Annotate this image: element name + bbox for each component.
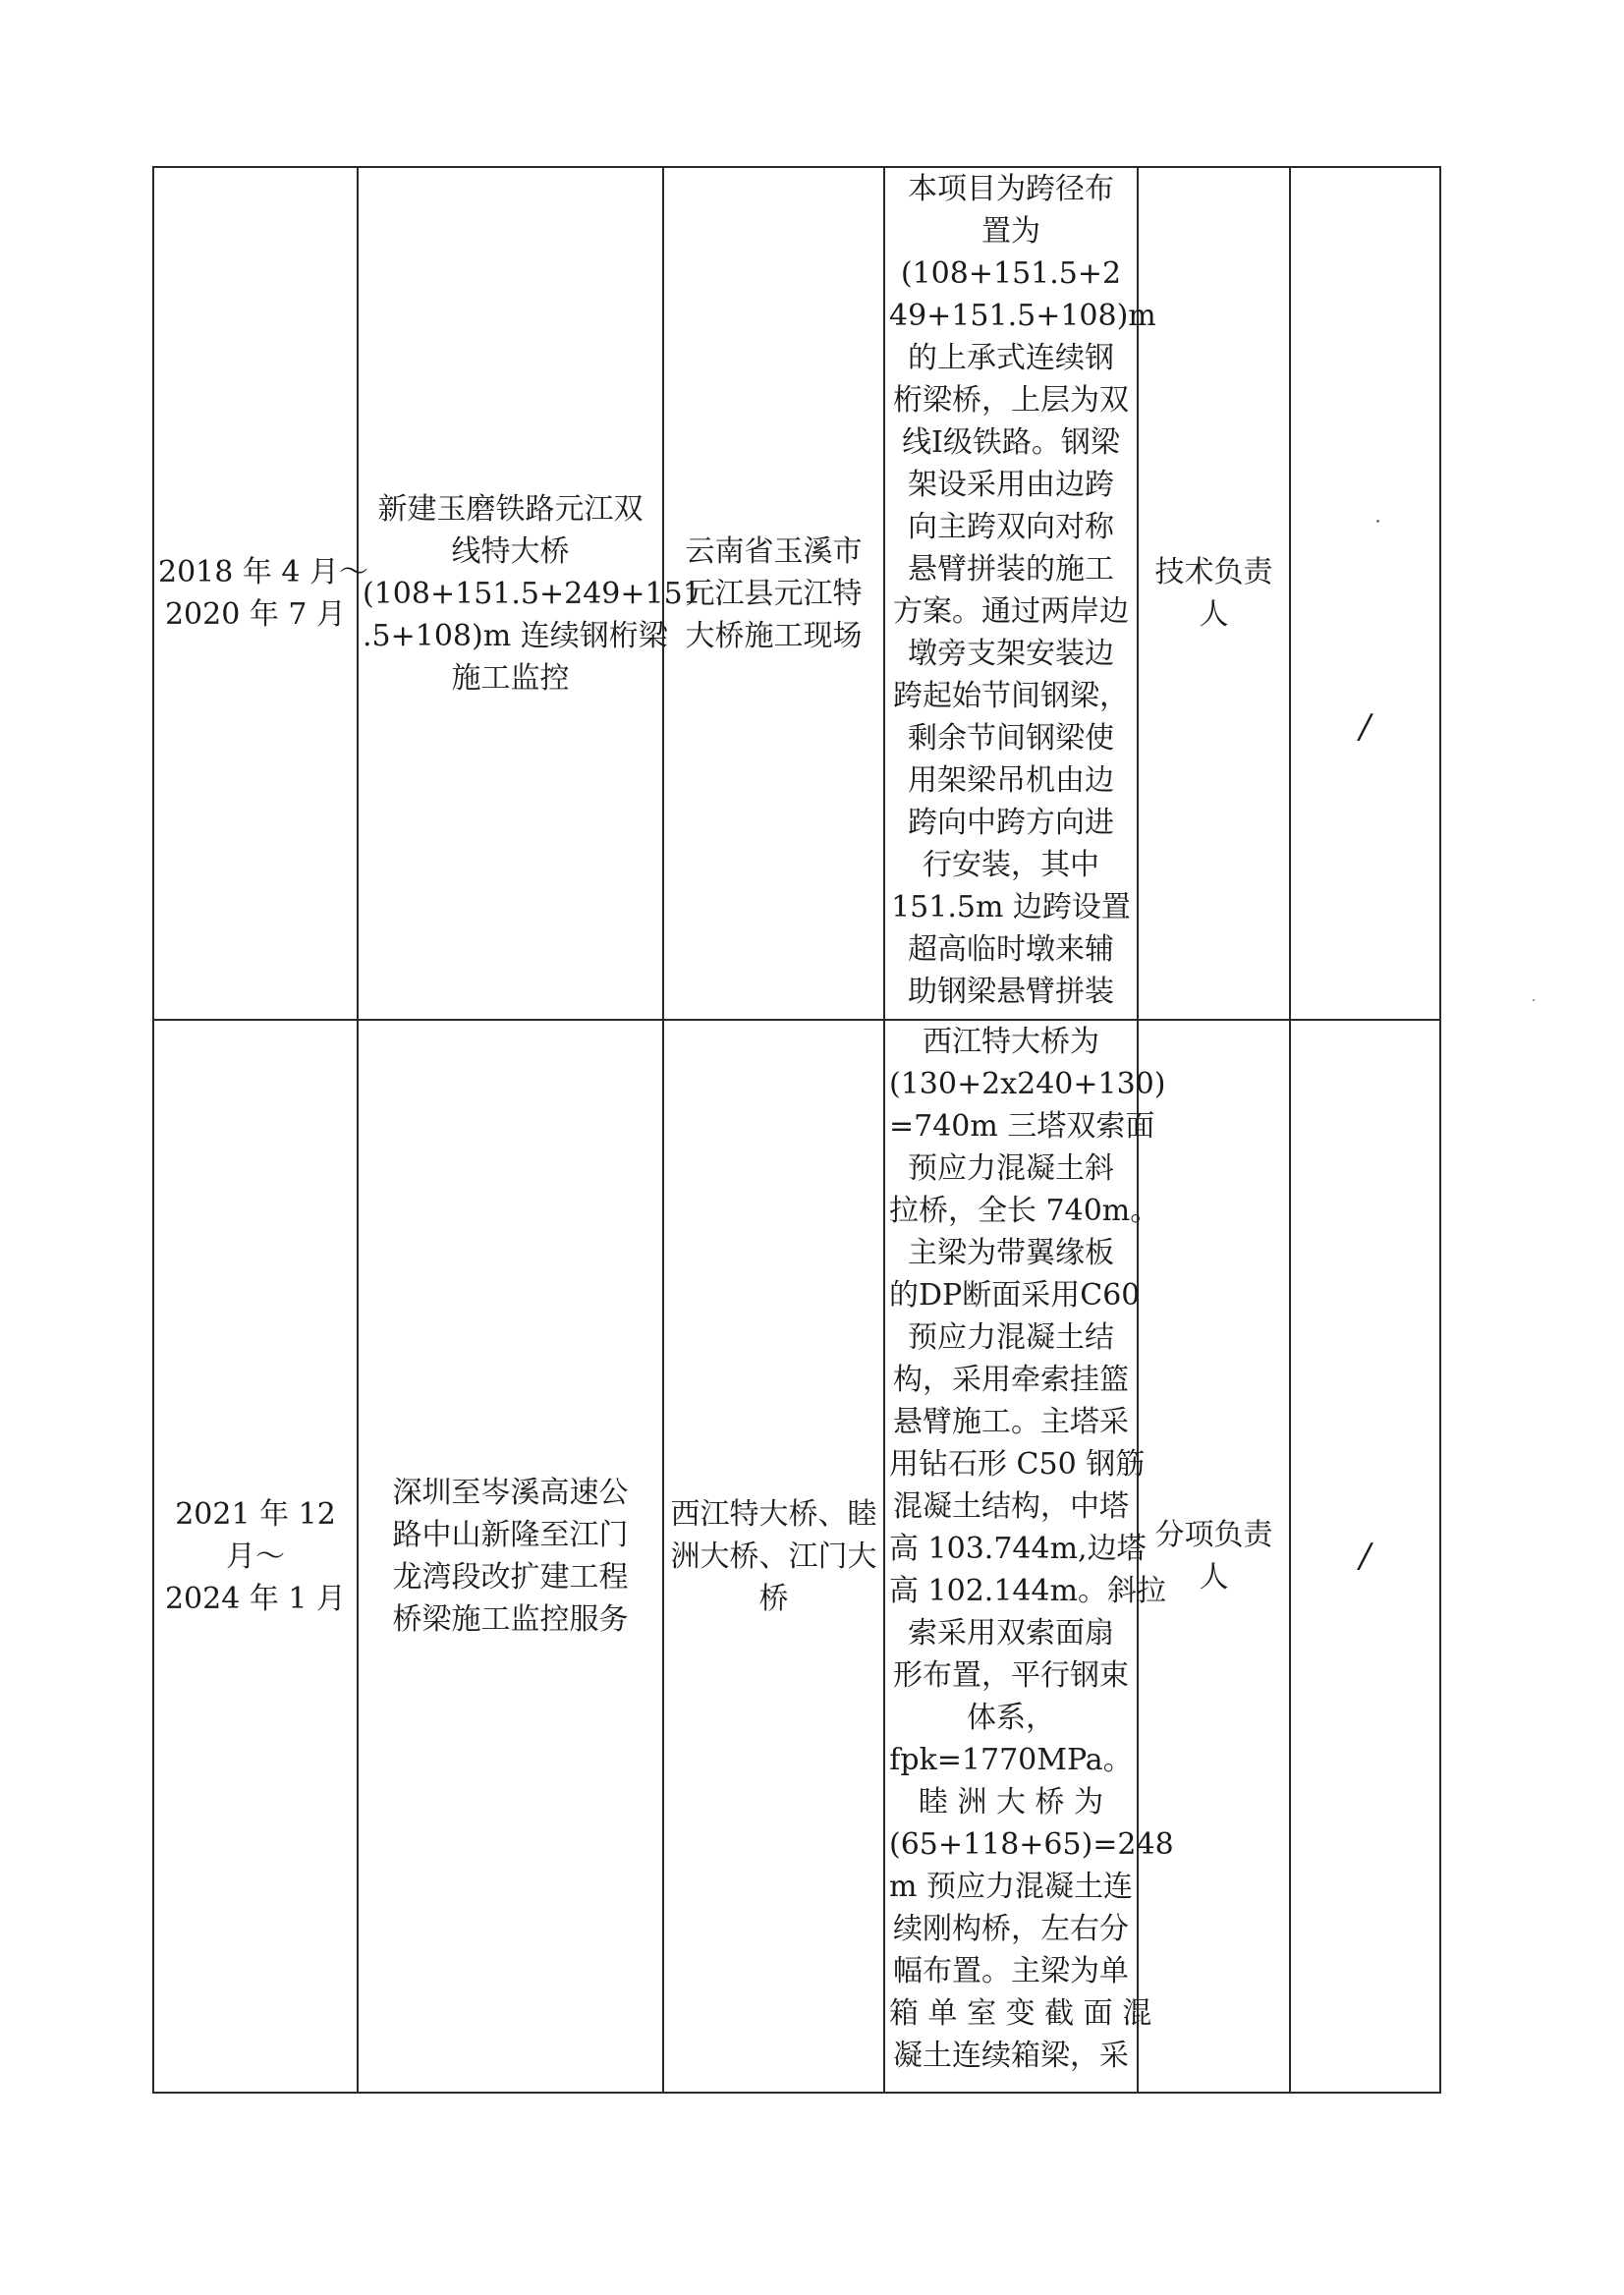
- cell-text-line: 续刚构桥，左右分: [893, 1912, 1129, 1946]
- cell-text-line: 桁梁桥，上层为双: [893, 383, 1129, 418]
- cell-text-line: 2021 年 12: [175, 1496, 336, 1532]
- cell-text-line: 高 102.144m。斜拉: [889, 1574, 1167, 1608]
- cell-text-line: 主梁为带翼缘板: [908, 1236, 1114, 1270]
- role-cell: [1138, 1020, 1290, 2093]
- cell-text-line: (130+2x240+130): [889, 1067, 1166, 1101]
- cell-text-line: 深圳至岑溪高速公: [392, 1476, 629, 1510]
- cell-text-line: 高 103.744m,边塔: [889, 1532, 1147, 1566]
- cell-text-line: 技术负责: [1154, 555, 1273, 589]
- cell-text-line: 置为: [981, 214, 1040, 249]
- cell-text-line: 线Ⅰ级铁路。钢梁: [902, 425, 1120, 460]
- cell-text-line: m 预应力混凝土连: [889, 1870, 1133, 1904]
- cell-text-line: 月～: [226, 1539, 285, 1574]
- cell-text-line: 151.5m 边跨设置: [891, 890, 1131, 924]
- cell-text-line: 人: [1199, 597, 1229, 632]
- cell-text-line: 分项负责: [1154, 1518, 1273, 1552]
- remark-cell: [1290, 1020, 1440, 2093]
- location-cell: [663, 167, 884, 1020]
- cell-text-line: 2020 年 7 月: [164, 597, 347, 632]
- cell-text-line: 索采用双索面扇: [908, 1616, 1114, 1651]
- cell-text-line: (65+118+65)=248: [889, 1827, 1174, 1862]
- cell-text-line: 线特大桥: [451, 533, 570, 569]
- cell-text-line: 悬臂施工。主塔采: [893, 1405, 1129, 1439]
- cell-text-line: 2018 年 4 月～: [158, 555, 369, 589]
- cell-text-line: 向主跨双向对称: [908, 510, 1114, 544]
- cell-text-line: 墩旁支架安装边: [908, 637, 1114, 671]
- cell-text-line: 人: [1199, 1560, 1229, 1595]
- cell-text-line: 架设采用由边跨: [908, 468, 1114, 502]
- cell-text-line: 2024 年 1 月: [164, 1581, 347, 1616]
- cell-text-line: 49+151.5+108)m: [889, 299, 1156, 333]
- cell-text-line: 桥: [758, 1581, 789, 1616]
- table-row: [153, 167, 1440, 1020]
- period-cell: [153, 1020, 358, 2093]
- remark-slash: /: [1359, 1536, 1372, 1576]
- remark-slash: /: [1359, 707, 1372, 747]
- cell-text-line: 方案。通过两岸边: [893, 594, 1129, 629]
- cell-text-line: (108+151.5+249+151: [363, 576, 701, 611]
- project-name-cell: [358, 1020, 663, 2093]
- cell-text-line: 大桥施工现场: [685, 618, 863, 653]
- project-name-cell: [358, 167, 701, 1020]
- cell-text-line: 箱 单 室 变 截 面 混: [889, 1996, 1152, 2031]
- cell-text-line: 形布置，平行钢束: [893, 1658, 1129, 1693]
- cell-text-line: .5+108)m 连续钢桁梁: [363, 618, 668, 653]
- cell-text-line: 施工监控: [451, 660, 570, 696]
- cell-text-line: 悬臂拼装的施工: [908, 552, 1114, 587]
- cell-text-line: 的上承式连续钢: [908, 341, 1114, 375]
- location-cell: [663, 1020, 884, 2093]
- cell-text-line: 凝土连续箱梁，采: [893, 2039, 1129, 2073]
- cell-text-line: 西江特大桥为: [923, 1025, 1099, 1059]
- cell-text-line: 跨起始节间钢梁，: [893, 679, 1129, 713]
- cell-text-line: 拉桥，全长 740m。: [889, 1194, 1160, 1228]
- cell-text-line: 用架梁吊机由边: [908, 763, 1114, 798]
- cell-text-line: (108+151.5+2: [900, 256, 1122, 291]
- cell-text-line: 睦 洲 大 桥 为: [918, 1785, 1104, 1819]
- role-cell: [1138, 167, 1290, 1020]
- cell-text-line: 预应力混凝土结: [908, 1320, 1114, 1355]
- cell-text-line: 行安装，其中: [923, 848, 1099, 882]
- experience-table: [152, 166, 1441, 2094]
- cell-text-line: 云南省玉溪市: [685, 533, 863, 569]
- period-cell: [153, 167, 369, 1020]
- cell-text-line: 西江特大桥、睦: [670, 1496, 877, 1532]
- cell-text-line: 元江县元江特: [685, 576, 863, 611]
- cell-text-line: 构，采用牵索挂篮: [893, 1363, 1129, 1397]
- cell-text-line: 预应力混凝土斜: [908, 1151, 1114, 1186]
- cell-text-line: 本项目为跨径布: [908, 172, 1114, 206]
- cell-text-line: 剩余节间钢梁使: [908, 721, 1114, 756]
- remark-cell: [1290, 167, 1440, 1020]
- cell-text-line: =740m 三塔双索面: [889, 1109, 1155, 1144]
- cell-text-line: 超高临时墩来辅: [908, 932, 1114, 967]
- cell-text-line: 体系，: [967, 1701, 1055, 1735]
- cell-text-line: 桥梁施工监控服务: [392, 1602, 629, 1637]
- cell-text-line: 跨向中跨方向进: [908, 806, 1114, 840]
- cell-text-line: 龙湾段改扩建工程: [392, 1560, 629, 1595]
- description-cell: [884, 167, 1156, 1020]
- cell-text-line: 洲大桥、江门大: [670, 1539, 877, 1574]
- cell-text-line: 用钻石形 C50 钢筋: [889, 1447, 1146, 1482]
- scan-speck: [1533, 999, 1535, 1001]
- cell-text-line: 路中山新隆至江门: [392, 1518, 629, 1552]
- cell-text-line: 助钢梁悬臂拼装: [908, 975, 1114, 1009]
- cell-text-line: fpk=1770MPa。: [889, 1743, 1133, 1777]
- description-cell: [884, 1020, 1174, 2093]
- cell-text-line: 新建玉磨铁路元江双: [377, 491, 644, 527]
- table-row: [153, 1020, 1440, 2093]
- cell-text-line: 幅布置。主梁为单: [893, 1954, 1129, 1988]
- cell-text-line: 混凝土结构，中塔: [893, 1489, 1129, 1524]
- cell-text-line: 的DP断面采用C60: [889, 1278, 1141, 1313]
